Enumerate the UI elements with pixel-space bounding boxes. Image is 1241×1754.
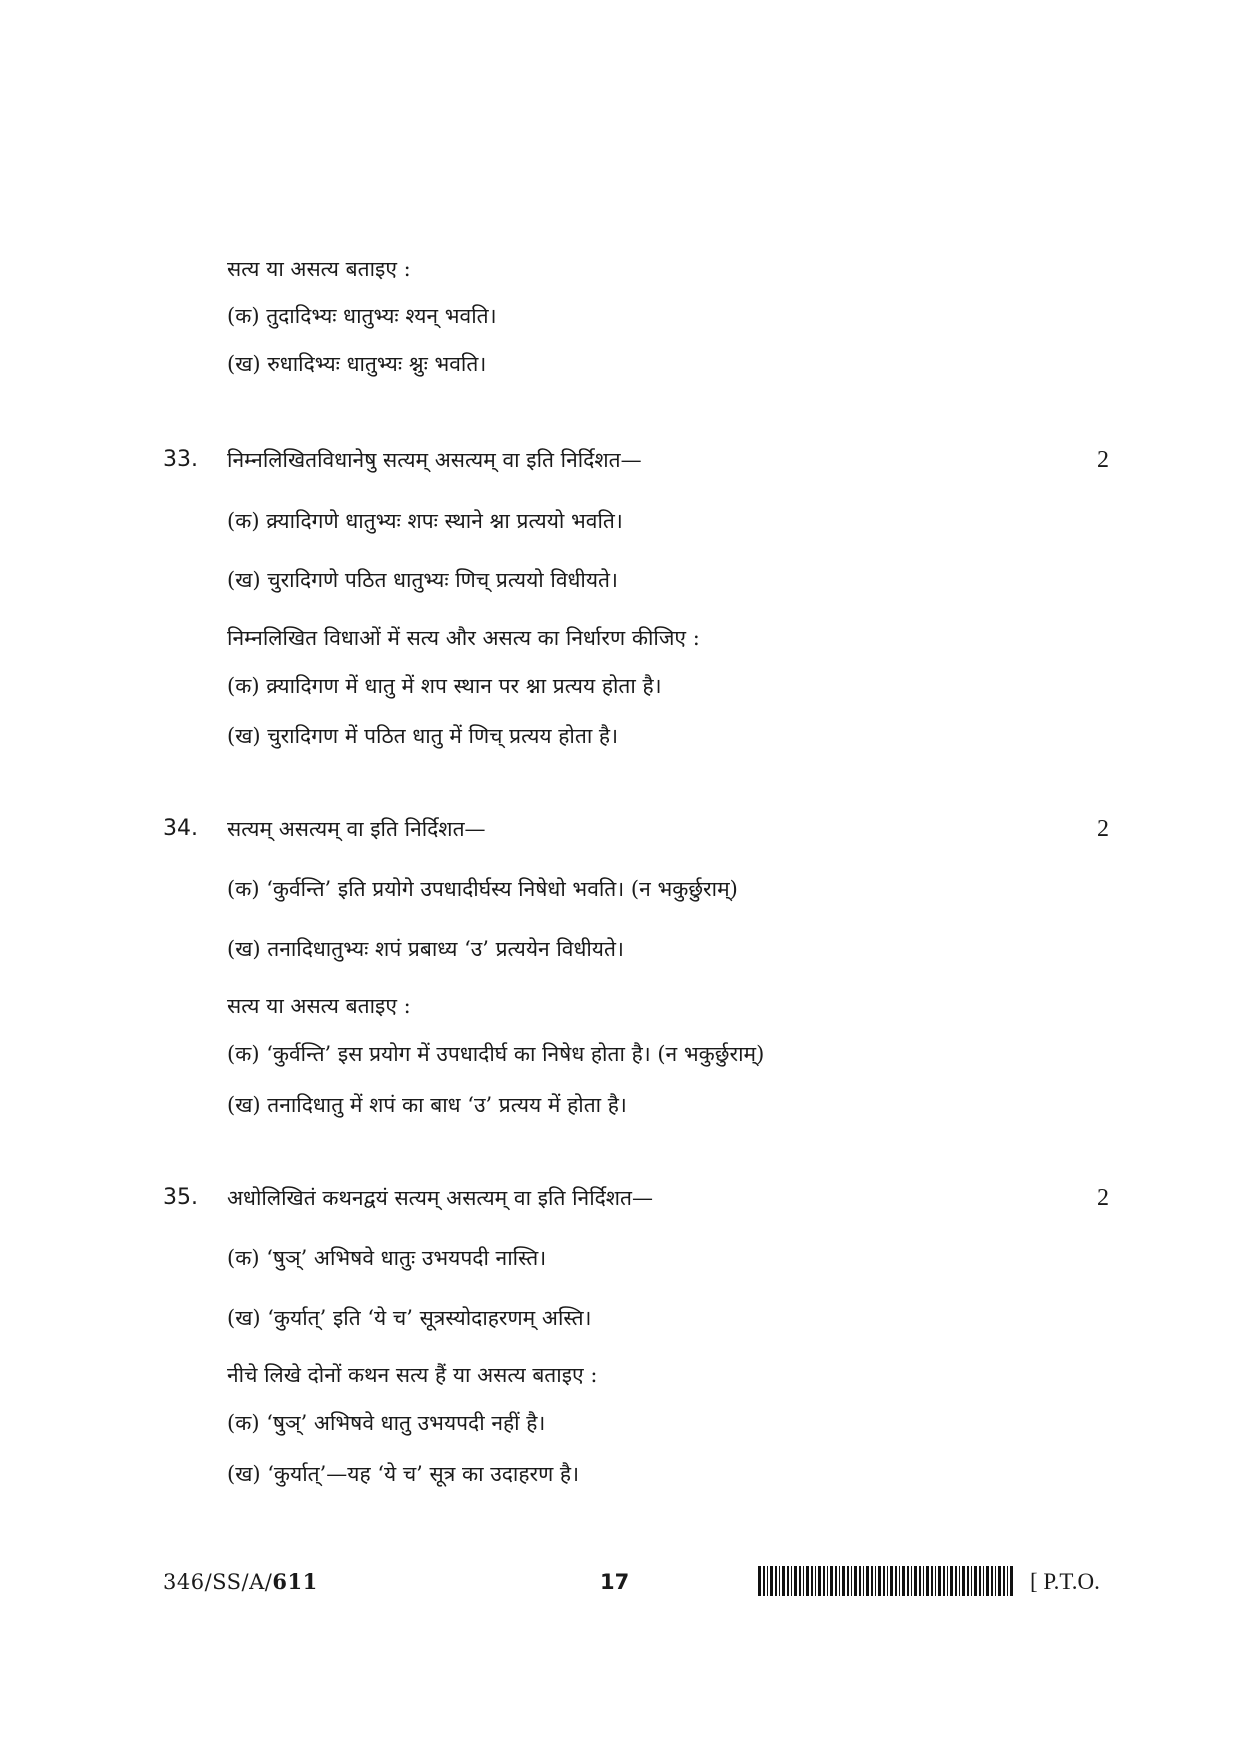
barcode-bar <box>859 1566 861 1596</box>
barcode-bar <box>1010 1566 1013 1596</box>
barcode-bar <box>767 1566 768 1596</box>
barcode-bar <box>887 1566 888 1596</box>
question-33-hindi-option-a: (क) क्र्यादिगण में धातु में शप स्थान पर श्ना प्रत्यय होता है। <box>227 674 662 698</box>
question-34-hindi-prompt: सत्य या असत्य बताइए : <box>227 994 411 1018</box>
barcode-bar <box>803 1566 804 1596</box>
question-34-number: 34. <box>163 816 198 841</box>
question-34-hindi-option-a: (क) ‘कुर्वन्ति’ इस प्रयोग में उपधादीर्घ का निषेध होता है। (न भकुर्छुराम्) <box>227 1042 765 1066</box>
barcode-bar <box>779 1566 780 1596</box>
barcode-bar <box>851 1566 852 1596</box>
question-33-number: 33. <box>163 447 198 472</box>
barcode-bar <box>1003 1566 1005 1596</box>
question-35-option-b: (ख) ‘कुर्यात्’ इति ‘ये च’ सूत्रस्योदाहरणम् अस्ति। <box>227 1306 592 1330</box>
paper-code-number: 611 <box>272 1569 318 1594</box>
intro-heading: सत्य या असत्य बताइए : <box>227 257 411 281</box>
barcode-bar <box>835 1566 837 1596</box>
barcode-bar <box>830 1566 833 1596</box>
barcode-bar <box>818 1566 821 1596</box>
barcode-bar <box>782 1566 785 1596</box>
barcode-bar <box>895 1566 897 1596</box>
question-35-hindi-option-b: (ख) ‘कुर्यात्’—यह ‘ये च’ सूत्र का उदाहरण है। <box>227 1462 580 1486</box>
barcode-bar <box>806 1566 809 1596</box>
question-34-prompt: सत्यम् असत्यम् वा इति निर्दिशत— <box>227 817 486 841</box>
question-34-hindi-option-b: (ख) तनादिधातु में शपं का बाध ‘उ’ प्रत्यय में होता है। <box>227 1093 627 1117</box>
barcode-bar <box>938 1566 941 1596</box>
barcode-bar <box>979 1566 981 1596</box>
barcode-bar <box>827 1566 828 1596</box>
barcode-bar <box>931 1566 933 1596</box>
barcode-bar <box>866 1566 869 1596</box>
intro-option-b: (ख) रुधादिभ्यः धातुभ्यः श्नुः भवति। <box>227 352 487 376</box>
barcode-bar <box>911 1566 912 1596</box>
barcode-bar <box>823 1566 825 1596</box>
question-34-option-a: (क) ‘कुर्वन्ति’ इति प्रयोगे उपधादीर्घस्य निषेधो भवति। (न भकुर्छुराम्) <box>227 877 738 901</box>
barcode-bar <box>998 1566 1001 1596</box>
barcode-bar <box>875 1566 876 1596</box>
paper-code-prefix: 346/SS/A/ <box>163 1570 273 1594</box>
barcode-bar <box>907 1566 909 1596</box>
paper-code <box>163 1568 318 1596</box>
barcode-bar <box>995 1566 996 1596</box>
question-33-option-a: (क) क्र्यादिगणे धातुभ्यः शपः स्थाने श्ना प्रत्ययो भवति। <box>227 509 623 533</box>
barcode-bar <box>871 1566 873 1596</box>
barcode-bar <box>794 1566 797 1596</box>
barcode-bar <box>983 1566 984 1596</box>
question-35-hindi-prompt: नीचे लिखे दोनों कथन सत्य हैं या असत्य बताइए : <box>227 1363 598 1387</box>
barcode-bar <box>854 1566 857 1596</box>
question-33-option-b: (ख) चुरादिगणे पठित धातुभ्यः णिच् प्रत्ययो विधीयते। <box>227 568 618 592</box>
barcode-bar <box>971 1566 972 1596</box>
barcode-bar <box>955 1566 957 1596</box>
question-35-hindi-option-a: (क) ‘षुञ्’ अभिषवे धातु उभयपदी नहीं है। <box>227 1411 546 1435</box>
barcode-bar <box>943 1566 945 1596</box>
barcode-bar <box>974 1566 977 1596</box>
barcode-bar <box>815 1566 816 1596</box>
barcode-bar <box>914 1566 917 1596</box>
barcode-bar <box>962 1566 965 1596</box>
barcode-bar <box>883 1566 885 1596</box>
barcode-bar <box>842 1566 845 1596</box>
question-33-prompt: निम्नलिखितविधानेषु सत्यम् असत्यम् वा इति निर्दिशत— <box>227 448 642 472</box>
question-33-hindi-prompt: निम्नलिखित विधाओं में सत्य और असत्य का निर्धारण कीजिए : <box>227 626 700 650</box>
barcode-bar <box>947 1566 948 1596</box>
barcode-bar <box>770 1566 773 1596</box>
barcode-bar <box>791 1566 792 1596</box>
barcode-bar <box>847 1566 849 1596</box>
question-35-option-a: (क) ‘षुञ्’ अभिषवे धातुः उभयपदी नास्ति। <box>227 1246 547 1270</box>
question-33-marks: 2 <box>1097 447 1109 473</box>
barcode-bar <box>991 1566 993 1596</box>
barcode-bar <box>763 1566 765 1596</box>
barcode-bar <box>919 1566 921 1596</box>
barcode-bar <box>923 1566 924 1596</box>
barcode-bar <box>935 1566 936 1596</box>
barcode-bar <box>863 1566 864 1596</box>
question-35-number: 35. <box>163 1185 198 1210</box>
page-number: 17 <box>600 1570 630 1594</box>
question-33-hindi-option-b: (ख) चुरादिगण में पठित धातु में णिच् प्रत्यय होता है। <box>227 724 619 748</box>
barcode-bar <box>758 1566 761 1596</box>
intro-option-a: (क) तुदादिभ्यः धातुभ्यः श्यन् भवति। <box>227 304 497 328</box>
barcode-bar <box>1007 1566 1008 1596</box>
barcode-bar <box>899 1566 900 1596</box>
barcode-bar <box>902 1566 905 1596</box>
barcode-bar <box>787 1566 789 1596</box>
barcode-bar <box>890 1566 893 1596</box>
barcode-bar <box>926 1566 929 1596</box>
barcode-bar <box>986 1566 989 1596</box>
barcode-bar <box>811 1566 813 1596</box>
pto-label: [ P.T.O. <box>1030 1569 1100 1594</box>
question-34-option-b: (ख) तनादिधातुभ्यः शपं प्रबाध्य ‘उ’ प्रत्ययेन विधीयते। <box>227 937 624 961</box>
barcode-bar <box>839 1566 840 1596</box>
question-35-marks: 2 <box>1097 1185 1109 1211</box>
barcode-bar <box>878 1566 881 1596</box>
barcode-bar <box>967 1566 969 1596</box>
barcode-bar <box>799 1566 801 1596</box>
question-35-prompt: अधोलिखितं कथनद्वयं सत्यम् असत्यम् वा इति निर्दिशत— <box>227 1186 654 1210</box>
question-34-marks: 2 <box>1097 816 1109 842</box>
barcode-bar <box>950 1566 953 1596</box>
barcode-bar <box>959 1566 960 1596</box>
barcode-bar <box>775 1566 777 1596</box>
barcode-image <box>758 1566 1014 1596</box>
